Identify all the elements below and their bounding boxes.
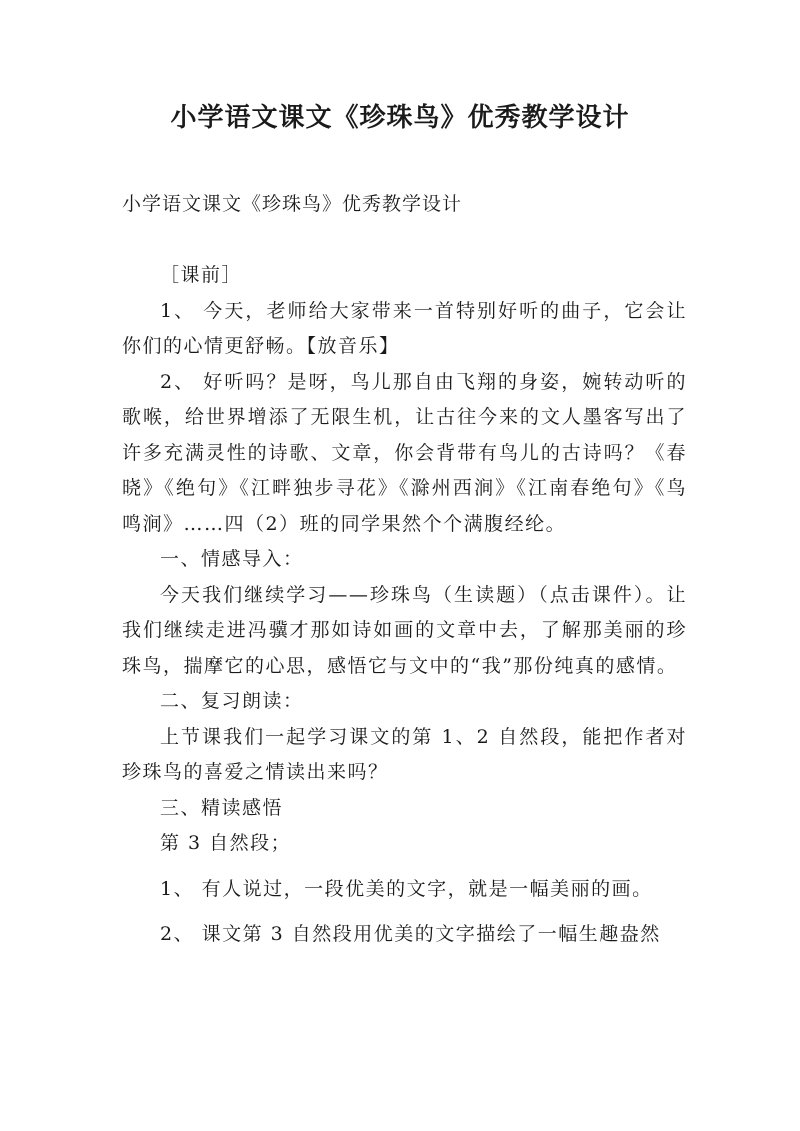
document-body <box>122 258 687 953</box>
section-heading-review: 二、复习朗读： <box>160 690 304 712</box>
paragraph-intro: 今天我们继续学习——珍珠鸟（生读题）（点击课件）。让我们继续走进冯骥才那如诗如画的文章中去，了解那美丽的珍珠鸟，揣摩它的心思，感悟它与文中的“我”那份纯真的感情。 <box>122 583 687 677</box>
paragraph-before-class: ［课前］ <box>160 264 243 286</box>
section-heading-intro: 一、情感导入： <box>160 548 304 570</box>
document-subtitle: 小学语文课文《珍珠鸟》优秀教学设计 <box>122 193 463 215</box>
section-heading-reading: 三、精读感悟 <box>160 796 284 819</box>
paragraph-item-2: 2、 好听吗？是呀，鸟儿那自由飞翔的身姿，婉转动听的歌喉，给世界增添了无限生机，让古往今来的文人墨客写出了许多充满灵性的诗歌、文章，你会背带有鸟儿的古诗吗？《春晓》《绝句》《江畔独步寻花》《滁州西涧》《江南春绝句》《鸟鸣涧》……四（2）班的同学果然个个满腹经纶。 <box>122 370 687 535</box>
document-title: 小学语文课文《珍珠鸟》优秀教学设计 <box>170 103 630 133</box>
paragraph-item-1: 1、 今天，老师给大家带来一首特别好听的曲子，它会让你们的心情更舒畅。【放音乐】 <box>122 299 687 357</box>
paragraph-reading-2: 2、 课文第 3 自然段用优美的文字描绘了一幅生趣盎然 <box>160 923 661 945</box>
paragraph-section-3: 第 3 自然段； <box>160 832 292 854</box>
paragraph-review: 上节课我们一起学习课文的第 1、2 自然段，能把作者对珍珠鸟的喜爱之情读出来吗？ <box>122 725 687 783</box>
paragraph-reading-1: 1、 有人说过，一段优美的文字，就是一幅美丽的画。 <box>160 877 653 900</box>
